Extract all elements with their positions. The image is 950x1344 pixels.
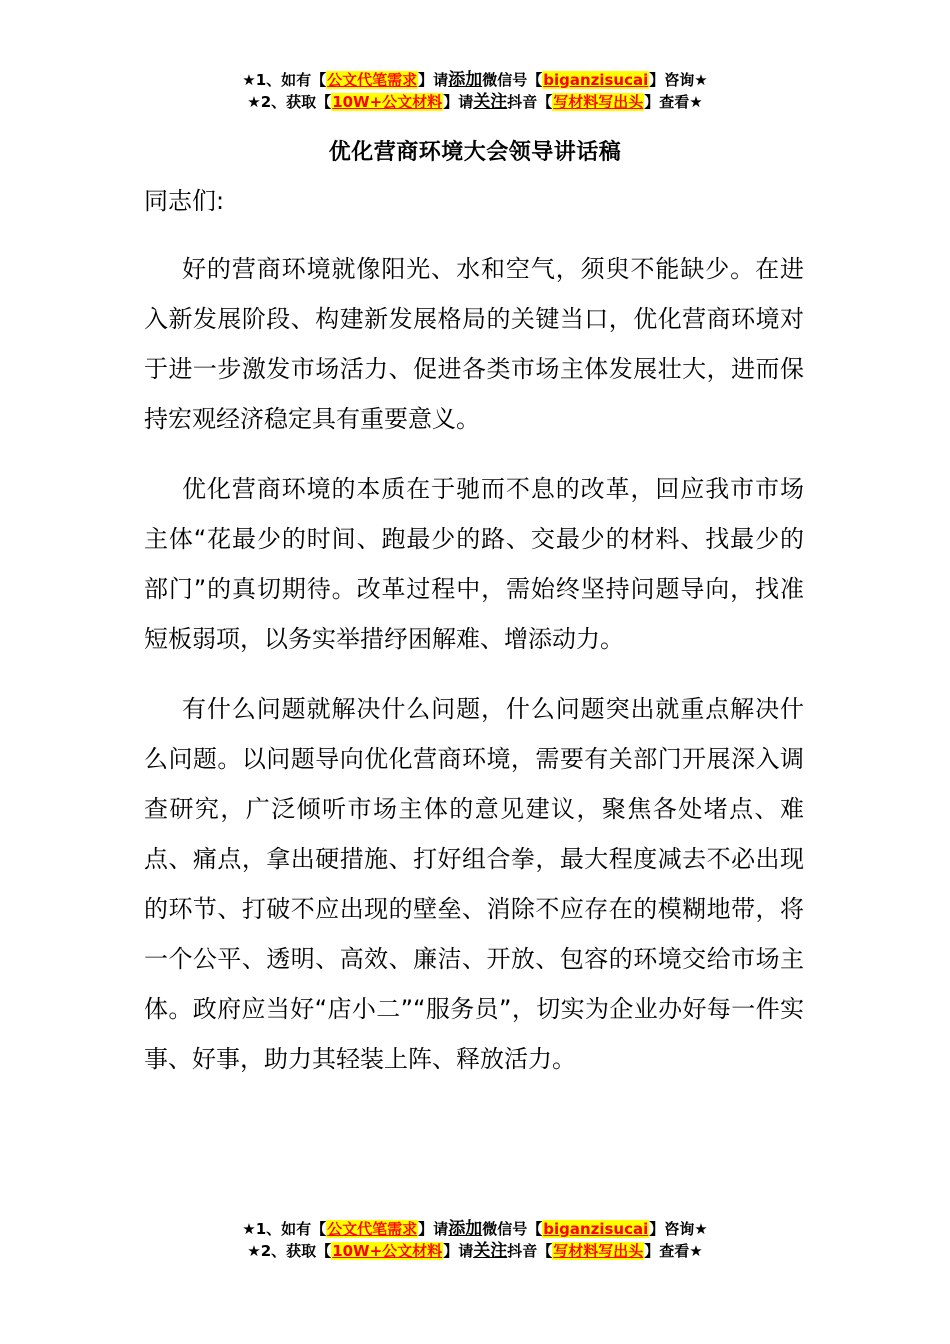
document-body xyxy=(144,176,804,1104)
banner-text: 微信号【 xyxy=(482,1220,543,1238)
banner-line-2 xyxy=(0,91,950,113)
banner-highlight: 10W+公文材料 xyxy=(332,93,443,111)
banner-text: 抖音【 xyxy=(507,1242,553,1260)
banner-text: 】咨询★ xyxy=(649,1220,708,1238)
salutation: 同志们: xyxy=(144,187,225,215)
banner-line-1 xyxy=(0,1218,950,1240)
banner-text: 微信号【 xyxy=(482,71,543,89)
banner-highlight: 写材料写出头 xyxy=(553,1242,644,1260)
banner-highlight: 10W+公文材料 xyxy=(332,1242,443,1260)
top-banner xyxy=(0,69,950,113)
paragraph-1: 好的营商环境就像阳光、水和空气，须臾不能缺少。在进入新发展阶段、构建新发展格局的关键当口，优化营商环境对于进一步激发市场活力、促进各类市场主体发展壮大，进而保持宏观经济稳定具有重要意义。 xyxy=(144,255,804,433)
banner-highlight: 写材料写出头 xyxy=(553,93,644,111)
banner-line-2 xyxy=(0,1240,950,1262)
banner-text: 】查看★ xyxy=(644,93,703,111)
banner-text: 】咨询★ xyxy=(649,71,708,89)
banner-underlined: 关注 xyxy=(473,1241,508,1261)
banner-text: 抖音【 xyxy=(507,93,553,111)
banner-text: ★1、如有【 xyxy=(242,1220,327,1238)
banner-underlined: 添加 xyxy=(448,70,483,90)
banner-text: 】请 xyxy=(443,1242,474,1260)
banner-text: 】请 xyxy=(418,1220,449,1238)
banner-text: ★1、如有【 xyxy=(242,71,327,89)
banner-text: 】查看★ xyxy=(644,1242,703,1260)
banner-text: ★2、获取【 xyxy=(247,1242,332,1260)
banner-text: 】请 xyxy=(418,71,449,89)
banner-highlight: biganzisucai xyxy=(543,71,649,89)
banner-highlight: 公文代笔需求 xyxy=(327,1220,418,1238)
banner-text: ★2、获取【 xyxy=(247,93,332,111)
document-title: 优化营商环境大会领导讲话稿 xyxy=(328,140,622,165)
banner-text: 】请 xyxy=(443,93,474,111)
bottom-banner xyxy=(0,1218,950,1262)
banner-underlined: 添加 xyxy=(448,1219,483,1239)
paragraph-2: 优化营商环境的本质在于驰而不息的改革，回应我市市场主体“花最少的时间、跑最少的路、交最少的材料、找最少的部门”的真切期待。改革过程中，需始终坚持问题导向，找准短板弱项，以务实举措纾困解难、增添动力。 xyxy=(144,475,804,653)
banner-underlined: 关注 xyxy=(473,92,508,112)
banner-highlight: biganzisucai xyxy=(543,1220,649,1238)
banner-highlight: 公文代笔需求 xyxy=(327,71,418,89)
banner-line-1 xyxy=(0,69,950,91)
paragraph-3: 有什么问题就解决什么问题，什么问题突出就重点解决什么问题。以问题导向优化营商环境，需要有关部门开展深入调查研究，广泛倾听市场主体的意见建议，聚焦各处堵点、难点、痛点，拿出硬措施、打好组合拳，最大程度减去不必出现的环节、打破不应出现的壁垒、消除不应存在的模糊地带，将一个公平、透明、高效、廉洁、开放、包容的环境交给市场主体。政府应当好“店小二”“服务员”，切实为企业办好每一件实事、好事，助力其轻装上阵、释放活力。 xyxy=(144,695,804,1073)
